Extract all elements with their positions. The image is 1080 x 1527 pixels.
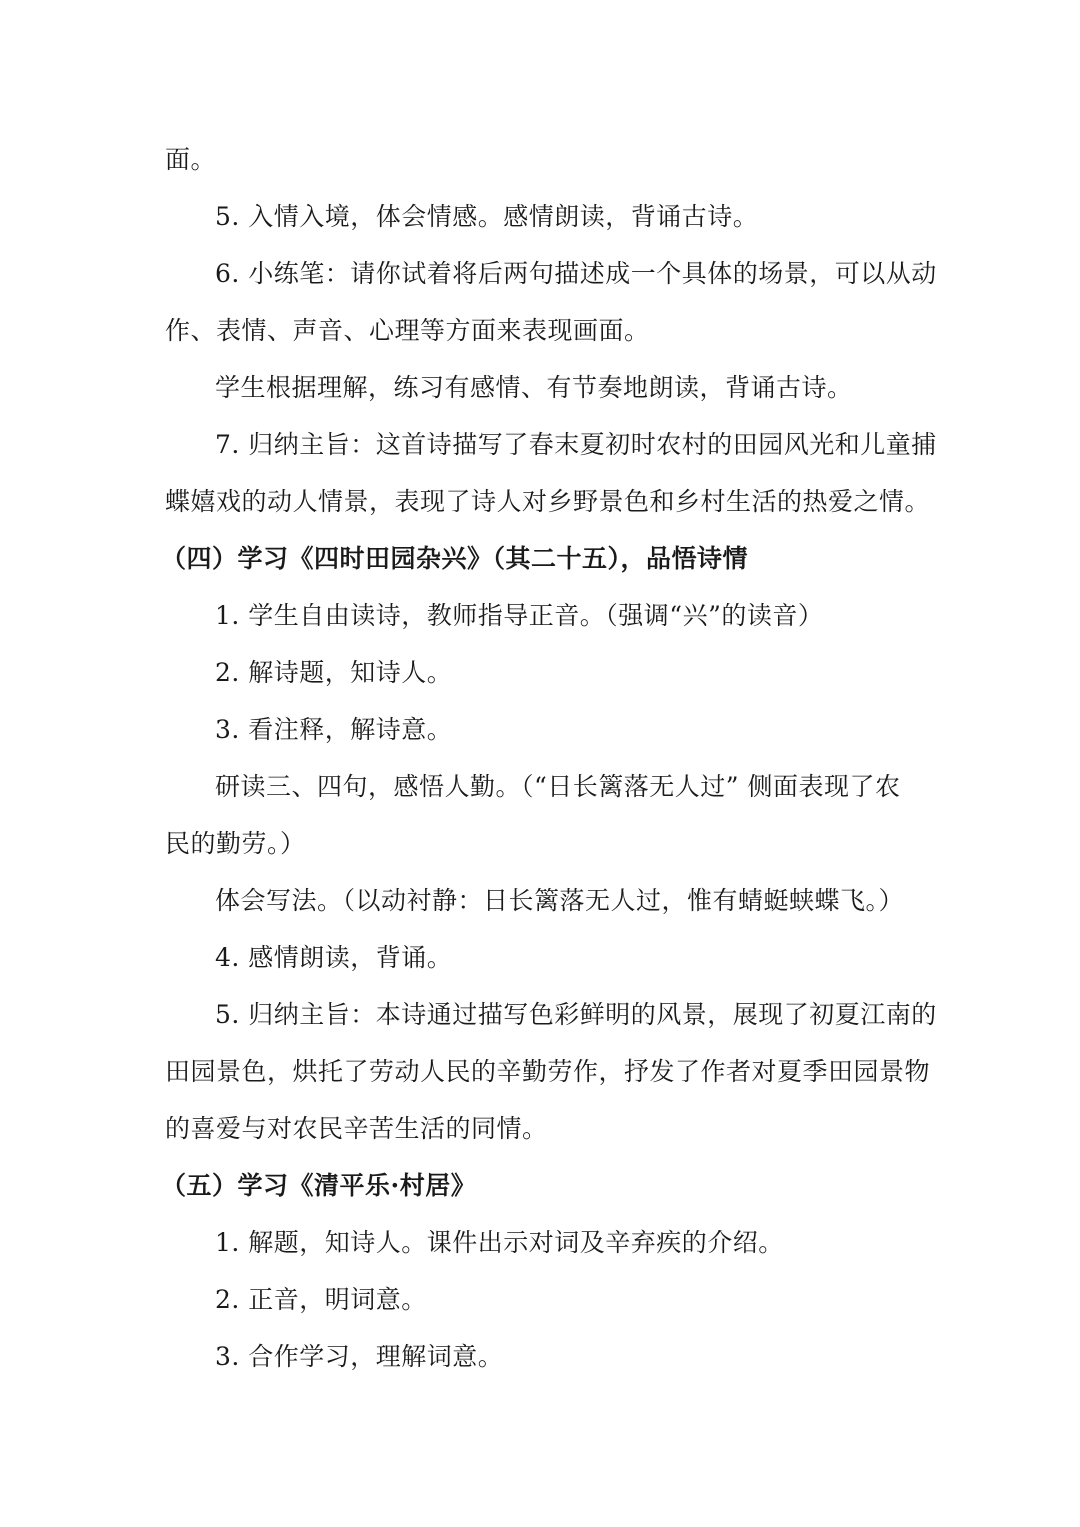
text-line: 学生根据理解，练习有感情、有节奏地朗读，背诵古诗。 xyxy=(215,373,853,402)
text-line: 田园景色，烘托了劳动人民的辛勤劳作，抒发了作者对夏季田园景物 xyxy=(165,1057,931,1086)
text-line: 体会写法。（以动衬静：日长篱落无人过，惟有蜻蜓蛱蝶飞。） xyxy=(215,886,905,915)
text-line: 3. 合作学习，理解词意。 xyxy=(215,1342,504,1371)
text-line: 的喜爱与对农民辛苦生活的同情。 xyxy=(165,1114,548,1143)
text-line: 4. 感情朗读，背诵。 xyxy=(215,943,453,972)
text-line: 7. 归纳主旨：这首诗描写了春末夏初时农村的田园风光和儿童捕 xyxy=(215,430,937,459)
text-line: 5. 入情入境，体会情感。感情朗读，背诵古诗。 xyxy=(215,202,759,231)
text-line: 作、表情、声音、心理等方面来表现画面。 xyxy=(165,316,650,345)
text-line: 1. 学生自由读诗，教师指导正音。（强调“兴”的读音） xyxy=(215,601,824,630)
text-line: 6. 小练笔：请你试着将后两句描述成一个具体的场景，可以从动 xyxy=(215,259,937,288)
text-line: 2. 正音，明词意。 xyxy=(215,1285,427,1314)
text-line: 2. 解诗题，知诗人。 xyxy=(215,658,453,687)
text-line: 3. 看注释，解诗意。 xyxy=(215,715,453,744)
text-line: 研读三、四句，感悟人勤。（“日长篱落无人过” 侧面表现了农 xyxy=(215,772,901,801)
section-heading: （五）学习《清平乐·村居》 xyxy=(161,1171,477,1200)
text-line: 面。 xyxy=(165,145,217,174)
text-line: 1. 解题，知诗人。课件出示对词及辛弃疾的介绍。 xyxy=(215,1228,784,1257)
text-line: 蝶嬉戏的动人情景，表现了诗人对乡野景色和乡村生活的热爱之情。 xyxy=(165,487,931,516)
text-line: 民的勤劳。） xyxy=(165,829,306,858)
section-heading: （四）学习《四时田园杂兴》（其二十五），品悟诗情 xyxy=(161,544,749,573)
document-body xyxy=(161,131,937,1385)
text-line: 5. 归纳主旨：本诗通过描写色彩鲜明的风景，展现了初夏江南的 xyxy=(215,1000,937,1029)
